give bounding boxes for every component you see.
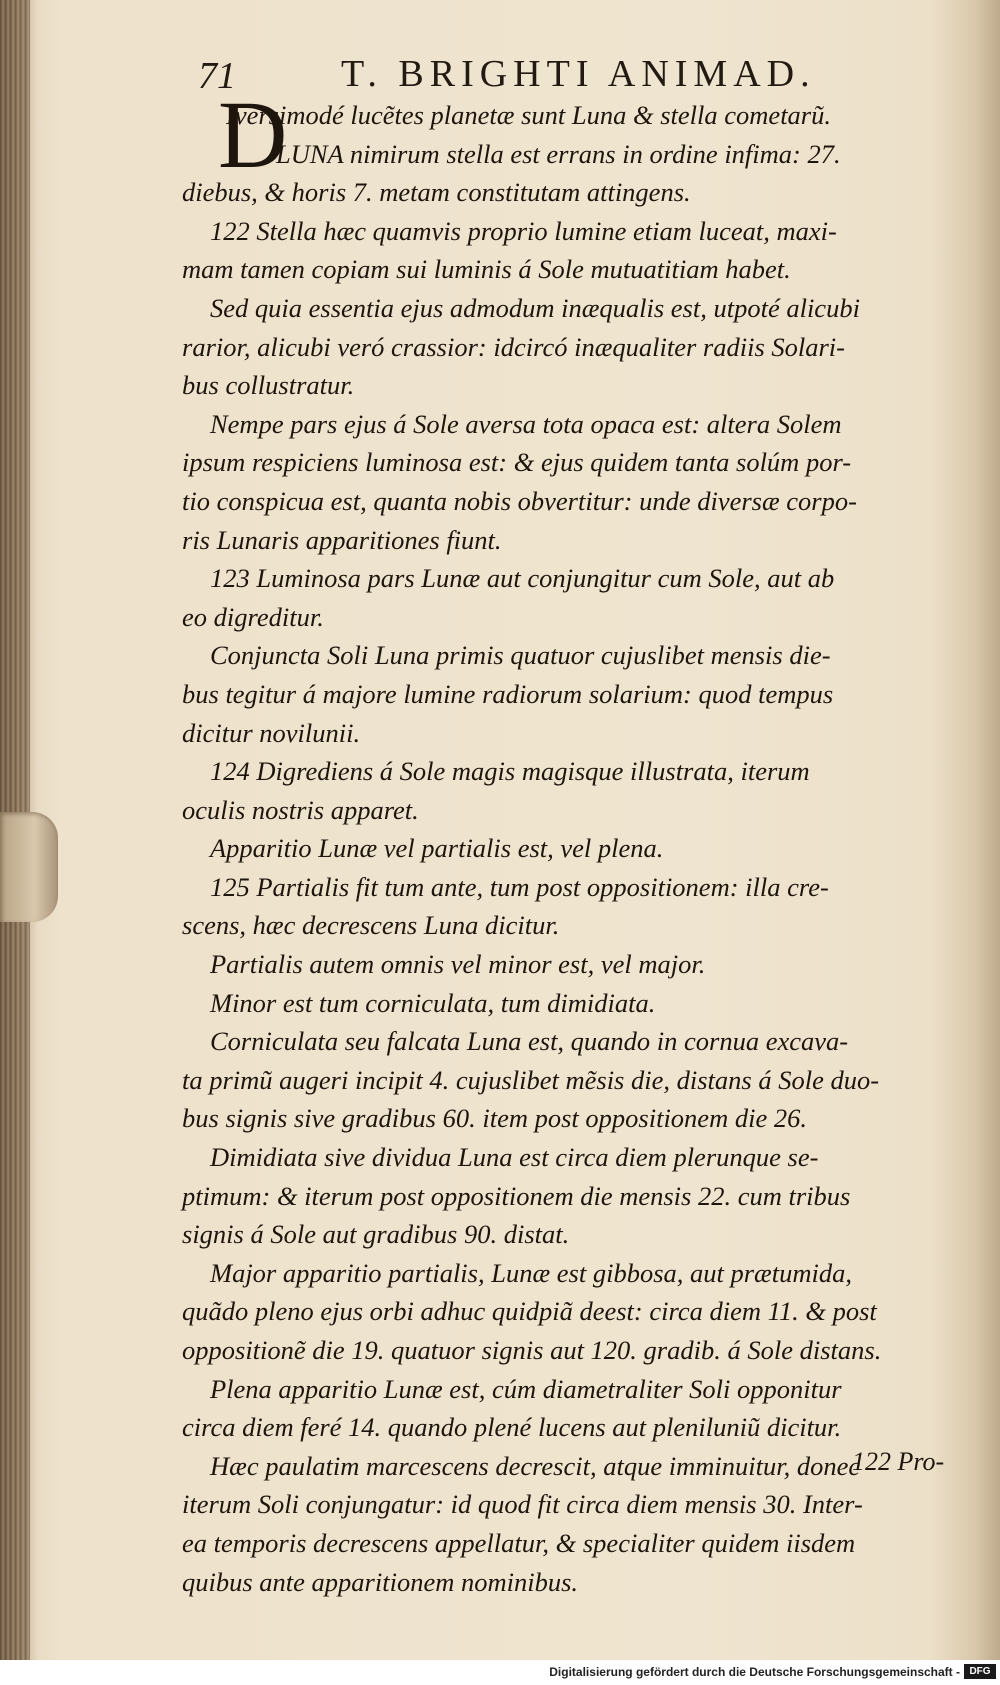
text-line: Hæc paulatim marcescens decrescit, atque imminuitur, donec [210, 1450, 861, 1481]
text-line: bus collustratur. [182, 370, 355, 401]
text-line: Nempe pars ejus á Sole aversa tota opaca est: altera Solem [210, 408, 842, 439]
funding-credit: Digitalisierung gefördert durch die Deutsche Forschungsgemeinschaft - [549, 1665, 960, 1679]
page-header [198, 50, 898, 100]
text-line: rarior, alicubi veró crassior: idcircó inæqualiter radiis Solari- [182, 331, 845, 362]
book-clasp [0, 812, 58, 922]
text-line: quãdo pleno ejus orbi adhuc quidpiã deest: circa diem 11. & post [182, 1296, 877, 1327]
text-line: tio conspicua est, quanta nobis obvertitur: unde diversæ corpo- [182, 485, 857, 516]
drop-cap: D [218, 81, 288, 188]
text-line: Partialis autem omnis vel minor est, vel major. [210, 949, 706, 980]
text-line: Conjuncta Soli Luna primis quatuor cujuslibet mensis die- [210, 640, 831, 671]
text-line: oppositionẽ die 19. quatuor signis aut 120. gradib. á Sole distans. [182, 1335, 882, 1365]
text-line: 125 Partialis fit tum ante, tum post oppositionem: illa cre- [210, 871, 829, 902]
text-line: Sed quia essentia ejus admodum inæqualis est, utpoté alicubi [210, 292, 860, 323]
text-line: signis á Sole aut gradibus 90. distat. [182, 1219, 570, 1250]
text-line: Dimidiata sive dividua Luna est circa diem plerunque se- [210, 1142, 819, 1173]
catchword: 122 Pro- [852, 1447, 945, 1476]
page-number: 71 [198, 55, 236, 97]
text-line: ptimum: & iterum post oppositionem die mensis 22. cum tribus [182, 1180, 851, 1211]
text-line: ris Lunaris apparitiones fiunt. [182, 524, 502, 555]
text-line: Apparitio Lunæ vel partialis est, vel plena. [210, 833, 664, 864]
text-line: iterum Soli conjungatur: id quod fit circa diem mensis 30. Inter- [182, 1489, 863, 1520]
running-title: T. BRIGHTI ANIMAD. [341, 53, 816, 95]
text-line: Corniculata seu falcata Luna est, quando in cornua excava- [210, 1026, 849, 1057]
digitization-footer [0, 1660, 1000, 1685]
text-line: 124 Digrediens á Sole magis magisque illustrata, iterum [210, 756, 810, 787]
body-text [182, 81, 970, 1601]
text-line: Iversimodé lucẽtes planetæ sunt Luna & stella cometarũ. [226, 100, 831, 130]
text-line: ta primũ augeri incipit 4. cujuslibet mẽsis die, distans á Sole duo- [182, 1064, 880, 1095]
text-line: scens, hæc decrescens Luna dicitur. [182, 910, 560, 941]
text-line: oculis nostris apparet. [182, 794, 419, 825]
text-line: eo digreditur. [182, 601, 324, 632]
text-line: ea temporis decrescens appellatur, & specialiter quidem iisdem [182, 1527, 856, 1558]
text-line: ipsum respiciens luminosa est: & ejus quidem tanta solúm por- [182, 447, 852, 478]
text-line: 122 Stella hæc quamvis proprio lumine etiam luceat, maxi- [210, 215, 837, 246]
text-line: circa diem feré 14. quando plené lucens aut pleniluniũ dicitur. [182, 1412, 842, 1443]
text-line: 123 Luminosa pars Lunæ aut conjungitur cum Sole, aut ab [210, 563, 835, 594]
text-line: bus signis sive gradibus 60. item post oppositionem die 26. [182, 1103, 807, 1134]
text-line: Minor est tum corniculata, tum dimidiata. [210, 987, 656, 1018]
text-line: diebus, & horis 7. metam constitutam attingens. [182, 177, 691, 208]
text-line: Plena apparitio Lunæ est, cúm diametraliter Soli opponitur [210, 1373, 842, 1404]
text-line: mam tamen copiam sui luminis á Sole mutuatitiam habet. [182, 254, 791, 285]
text-line: LUNA nimirum stella est errans in ordine infima: 27. [276, 138, 841, 169]
text-line: Major apparitio partialis, Lunæ est gibbosa, aut prætumida, [210, 1257, 852, 1288]
dfg-logo: DFG [964, 1664, 996, 1679]
text-line: dicitur novilunii. [182, 717, 361, 748]
text-line: bus tegitur á majore lumine radiorum solarium: quod tempus [182, 678, 834, 709]
text-line: quibus ante apparitionem nominibus. [182, 1566, 579, 1597]
